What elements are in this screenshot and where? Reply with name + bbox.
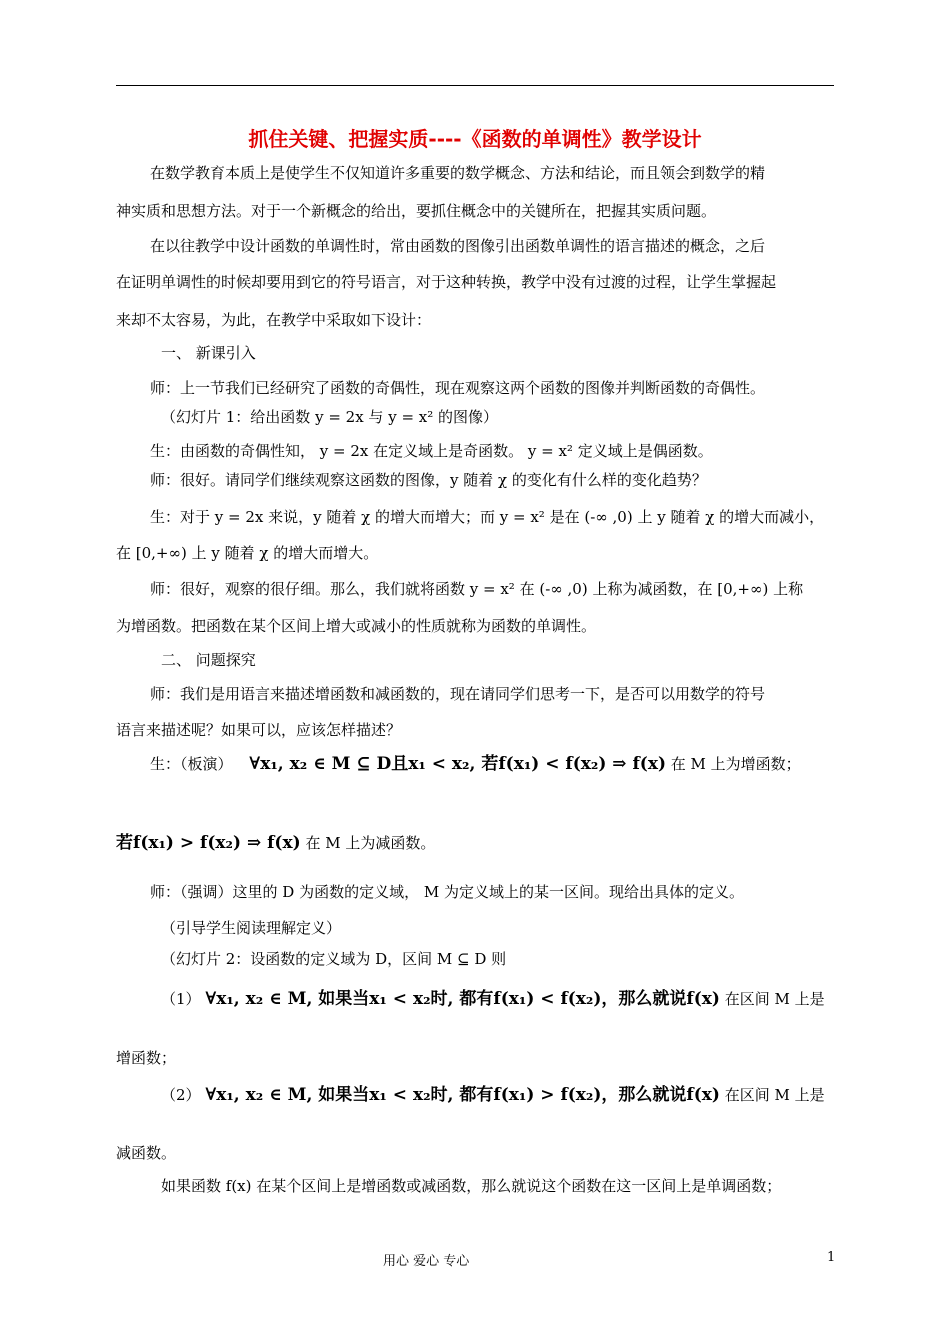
formula-tail: 在 M 上为减函数。 <box>305 834 436 852</box>
definition-1 <box>161 988 881 1010</box>
closing-line: 如果函数 f(x) 在某个区间上是增函数或减函数，那么就说这个函数在这一区间上是单调函数； <box>161 1177 782 1195</box>
page-number: 1 <box>827 1250 836 1265</box>
teacher-line: 师：上一节我们已经研究了函数的奇偶性，现在观察这两个函数的图像并判断函数的奇偶性。 <box>150 379 766 397</box>
document-title: 抓住关键、把握实质----《函数的单调性》教学设计 <box>248 127 702 151</box>
paragraph-line: 在数学教育本质上是使学生不仅知道许多重要的数学概念、方法和结论，而且领会到数学的精 <box>150 164 766 182</box>
definition-number: （1） <box>161 990 201 1008</box>
student-line: 在 [0,+∞) 上 y 随着 χ 的增大而增大。 <box>116 544 379 562</box>
slide-note: （幻灯片 1：给出函数 y = 2x 与 y = x² 的图像） <box>161 408 499 426</box>
guide-note: （引导学生阅读理解定义） <box>161 919 342 937</box>
paragraph-line: 在证明单调性的时候却要用到它的符号语言，对于这种转换，教学中没有过渡的过程，让学生掌握起 <box>116 273 777 291</box>
teacher-line: 为增函数。把函数在某个区间上增大或减小的性质就称为函数的单调性。 <box>116 617 597 635</box>
student-board-line <box>150 753 870 775</box>
definition-formula: ∀x₁, x₂ ∈ M, 如果当x₁ < x₂时, 都有f(x₁) < f(x₂)，那么就说f(x) <box>205 989 720 1009</box>
definition-end: 减函数。 <box>116 1144 177 1162</box>
student-line: 生：对于 y = 2x 来说，y 随着 χ 的增大而增大；而 y = x² 是在 (-∞ ,0) 上 y 随着 χ 的增大而减小， <box>150 508 825 526</box>
teacher-line: 师：我们是用语言来描述增函数和减函数的，现在请同学们思考一下，是否可以用数学的符号 <box>150 685 766 703</box>
formula-increasing: ∀x₁, x₂ ∈ M ⊆ D且x₁ < x₂, 若f(x₁) < f(x₂) ⇒ f(x) <box>249 754 666 774</box>
formula-decreasing-line <box>116 832 836 854</box>
definition-tail: 在区间 M 上是 <box>724 1086 825 1104</box>
definition-2 <box>161 1084 881 1106</box>
paragraph-line: 神实质和思想方法。对于一个新概念的给出，要抓住概念中的关键所在，把握其实质问题。 <box>116 202 717 220</box>
paragraph-line: 来却不太容易，为此，在教学中采取如下设计： <box>116 311 432 329</box>
section-heading-2: 二、 问题探究 <box>161 651 256 669</box>
section-heading-1: 一、 新课引入 <box>161 344 256 362</box>
paragraph-line: 在以往教学中设计函数的单调性时，常由函数的图像引出函数单调性的语言描述的概念，之后 <box>150 237 766 255</box>
teacher-line: 师：很好，观察的很仔细。那么，我们就将函数 y = x² 在 (-∞ ,0) 上称为减函数，在 [0,+∞) 上称 <box>150 580 804 598</box>
student-line: 生：由函数的奇偶性知， y = 2x 在定义域上是奇函数。 y = x² 定义域上是偶函数。 <box>150 442 713 460</box>
teacher-line: 师：（强调）这里的 D 为函数的定义域， M 为定义域上的某一区间。现给出具体的定义。 <box>150 883 744 901</box>
footer-motto: 用心 爱心 专心 <box>383 1254 470 1269</box>
definition-formula: ∀x₁, x₂ ∈ M, 如果当x₁ < x₂时, 都有f(x₁) > f(x₂)，那么就说f(x) <box>205 1085 720 1105</box>
definition-number: （2） <box>161 1086 201 1104</box>
definition-tail: 在区间 M 上是 <box>724 990 825 1008</box>
teacher-line: 师：很好。请同学们继续观察这函数的图像，y 随着 χ 的变化有什么样的变化趋势？ <box>150 471 707 489</box>
slide-note: （幻灯片 2：设函数的定义域为 D，区间 M ⊆ D 则 <box>161 950 507 968</box>
formula-tail: 在 M 上为增函数； <box>670 755 801 773</box>
formula-decreasing: 若f(x₁) > f(x₂) ⇒ f(x) <box>116 833 301 853</box>
header-rule <box>116 85 834 86</box>
definition-end: 增函数； <box>116 1049 177 1067</box>
teacher-line: 语言来描述呢？如果可以，应该怎样描述？ <box>116 721 402 739</box>
board-prefix: 生：（板演） <box>150 755 233 773</box>
